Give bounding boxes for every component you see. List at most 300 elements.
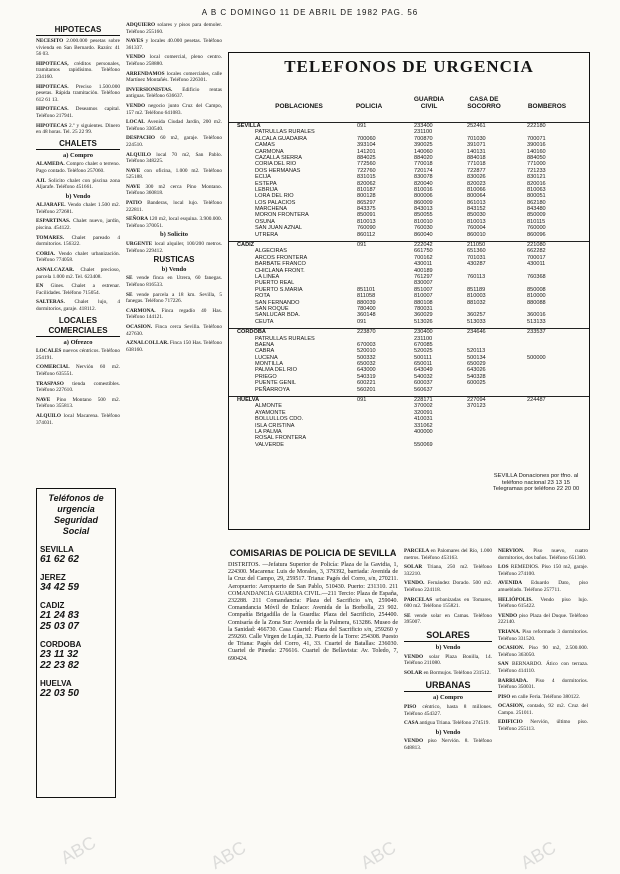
town-name: PALMA DEL RIO [255,367,297,374]
phone-cell: 500332 [357,354,376,361]
classified-ad: AZNALCOLLAR. Finca 150 Has. Teléfono 638160. [126,340,222,353]
city-name: SEVILLA [40,545,74,554]
emergency-phones-title: Teléfonos de urgencia Seguridad Social [48,493,104,536]
phone-cell: 211050 [467,242,486,249]
column-header-poblaciones: POBLACIONES [275,103,323,110]
column-header-guardia-civil: GUARDIA CIVIL [413,96,445,110]
section-title-locales: LOCALES COMERCIALES [36,316,120,337]
ads-group [36,161,120,190]
phone-cell: 091 [357,242,367,249]
town-name: PUERTO S.MARIA [255,286,303,293]
phone-cell: 884020 [414,154,433,161]
abc-watermark: ABC [207,837,250,873]
phone-cell: 140160 [527,148,546,155]
phone-cell: 670085 [414,341,433,348]
town-name: CADIZ [237,242,255,249]
phone-cell: 880088 [527,299,546,306]
phone-cell: 643026 [467,367,486,374]
table-row [229,232,589,238]
phone-cell: 820040 [414,180,433,187]
phone-cell: 370002 [414,403,433,410]
classified-ad: LOCAL Avenida Ciudad Jardín, 200 m2. Teléfono 330540. [126,119,222,132]
subsection-title: a) Ofrezco [63,338,93,346]
classified-ad: OCASION. Finca cerca Sevilla. Teléfono 427630. [126,323,222,337]
town-name: PEÑARROYA [255,386,290,393]
phone-cell: 252461 [467,123,486,129]
phone-cell: 800006 [414,193,433,200]
town-name: LA LINEA [255,273,280,280]
phone-cell: 221080 [527,242,546,249]
phone-cell: 410031 [414,416,433,423]
phone-cell: 843013 [414,206,433,213]
ads-group [36,202,120,312]
phone-cell: 430011 [527,261,546,268]
phone-cell: 843480 [527,206,546,213]
table-row [229,241,589,248]
phone-cell: 228171 [414,397,433,404]
phone-cell: 851101 [357,286,376,293]
classified-ad: SOLAR Triana, 250 m2. Teléfono 332210. [404,564,492,577]
classified-ad: SE vende solar en Camas. Teléfono 395007. [404,612,492,626]
phone-cell: 843375 [357,206,376,213]
table-body [229,119,589,448]
table-row [229,396,589,403]
column-header-policia: POLICIA [355,103,383,110]
emergency-phones-list [40,545,112,699]
classified-ad: SALTERAS. Chalet lujo, 4 dormitorios, garaje. 418112. [36,299,120,312]
city-name: CORDOBA [40,640,82,649]
town-name: PATRULLAS RURALES [255,129,315,136]
classified-ad: NECESITO 2.000.000 pesetas sobre vivienda en San Bernardo. Razón: 41 56 03. [36,38,120,58]
phone-cell: 560637 [414,386,433,393]
classified-ad: NAVE 300 m2 cerca Pino Montano. Teléfono 360818. [126,183,222,197]
ads-group [36,348,120,426]
classifieds-column-1 [36,22,120,482]
phone-cell: 851189 [467,286,486,293]
emergency-phones-box [36,488,116,798]
classified-ad: URGENTE local alquiler, 100/200 metros. Teléfono 229412. [126,241,222,254]
classified-ad: PATIO Banderas, local lujo. Teléfono 222811. [126,200,222,213]
classified-ad: PARCELAS urbanizadas en Tomares, 600 m2. Teléfono 155821. [404,596,492,610]
phone-cell: 670003 [357,341,376,348]
phone-cell: 820016 [527,180,546,187]
town-name: ALCALA GUADAIRA [255,135,307,142]
page-header: A B C DOMINGO 11 DE ABRIL DE 1982 PAG. 56 [201,8,419,17]
phone-cell: 881032 [467,299,486,306]
classified-ad: NAVES y locales 40.000 pesetas. Teléfono 361337. [126,38,222,51]
phone-cell: 722760 [357,167,376,174]
classified-ad: OCASION. Piso 90 m2, 2.500.000. Teléfono 363050. [498,645,588,658]
subsection-title: a) Compro [432,694,464,702]
phone-cell: 550069 [414,441,433,448]
town-name: HUELVA [237,397,260,404]
classified-ad: LOS REMEDIOS. Piso 150 m2, garaje. Teléfono 274100. [498,564,588,577]
phone-cell: 700017 [527,254,546,261]
classified-ad: ADQUIERO solares y pisos para demoler. Teléfono 255160. [126,22,222,35]
town-name: LUCENA [255,354,278,361]
town-name: AYAMONTE [255,409,286,416]
town-name: UTRERA [255,231,278,238]
phone-cell: 800064 [467,193,486,200]
subsection-title: b) Vendo [65,192,91,200]
abc-watermark: ABC [357,837,400,873]
phone-cell: 830078 [414,174,433,181]
town-name: LORA DEL RIO [255,193,294,200]
town-name: PUENTE GENIL [255,380,297,387]
town-name: OSUNA [255,218,275,225]
classified-ad: EN Gines. Chalet a estrenar. Facilidades. Teléfono 715054. [36,283,120,296]
town-name: CAMAS [255,142,275,149]
town-name: ISLA CRISTINA [255,422,295,429]
town-name: BOLLULLOS CDO. [255,416,304,423]
phone-cell: 800051 [527,193,546,200]
phone-cell: 761297 [414,273,433,280]
phone-cell: 391071 [467,142,486,149]
phone-cell: 227094 [467,397,486,404]
classified-ad: HIPOTECAS 2.º y siguientes. Dinero en 48 horas. Tel. 25 22 99. [36,122,120,136]
phone-cell: 513133 [527,318,546,325]
town-name: VALVERDE [255,441,285,448]
phone-cell: 722877 [467,167,486,174]
phone-cell: 540328 [467,373,486,380]
phone-cell: 700071 [527,135,546,142]
phone-cell: 831015 [357,174,376,181]
phone-cell: 860040 [414,231,433,238]
section-title-solares: SOLARES [404,630,492,642]
phone-cell: 320091 [414,409,433,416]
phone-cell: 771000 [527,161,546,168]
phone-cell: 810010 [414,218,433,225]
city-phone-number: 22 23 82 [40,660,79,671]
classified-ad: SE vende finca en Utrera, 60 fanegas. Teléfono 816533. [126,275,222,288]
phone-cell: 771018 [467,161,486,168]
town-name: ARCOS FRONTERA [255,254,308,261]
classified-ad: BARRIADA. Piso 4 dormitorios. Teléfono 350031. [498,677,588,691]
town-name: SAN ROQUE [255,305,289,312]
city-name: HUELVA [40,679,72,688]
town-name: PRIEGO [255,373,277,380]
phone-cell: 760113 [467,273,486,280]
sevilla-note: SEVILLA Donaciones por tfno. al teléfono nacional 23 13 15 Telegramas por teléfono 22 20 00 [492,473,580,493]
comisarias-text: DISTRITOS. —Jefatura Superior de Policía: Plaza de la Gavidia, 1, 224300. Macarena: Luis de Morales, 3, 379392, barriada: Avenida de la Cruz del Campo, 29, 259517. Triana: Pagés del Corro, s/n, 270211. Aeropuerto: Aeropuerto de San Pablo, 510430. Puerto: 231310. 211 COMANDANCIA GUARDIA CIVIL.—211 Tercio: Plaza de España, 232288. 211 Comandancia: Plaza del Sacrificio s/n, 259040. Comandancia Móvil de Enlace: Avenida de la Borbolla, 23 902. Compañía Brigadilla de la Guardia: Plaza del Sacrificio, 254400. Comisaría de la Zona Sur: Avenida de la Palmera, 613286. Museo de la Sanidad: 466730. Casa Cuartel: Plaza del Sacrificio s/n, 259260 y 259260. Calle Virgen de Luján, 32. Puerto de la Torre: 254308. Puesto de Triana: Pagés del Corro, 41, 33. Cuartel de Batallas: 236030. Cuartel de Pineda: 276616. Cuartel de Bellavista: Av. Toledo, 7, 690424. [228,562,398,662]
town-name: SAN JUAN AZNAL [255,225,302,232]
phone-cell: 810016 [414,186,433,193]
section-title-rusticas: RUSTICAS [153,255,195,265]
classified-ad: PISO céntrico, hasta 8 millones. Teléfono 454327. [404,703,492,717]
classifieds-column-2 [126,22,222,432]
city-phone-number: 34 42 59 [40,582,79,593]
town-name: ALGECIRAS [255,248,288,255]
column-header-casa-socorro: CASA DE SOCORRO [467,96,501,110]
phone-cell: 331062 [414,422,433,429]
classified-ad: VENDO local comercial, pleno centro. Teléfono 258880. [126,54,222,67]
phone-cell: 231100 [414,129,433,136]
phone-cell: 662282 [527,248,546,255]
phone-cell: 140060 [414,148,433,155]
classified-ad: ALAMEDA. Compro chalet o terreno. Pago contado. Teléfono 257060. [36,161,120,174]
section-title-chalets: CHALETS [36,139,120,150]
town-name: CABRA [255,348,275,355]
classified-ad: ALJARAFE. Vendo chalet 1.500 m2. Teléfono 272681. [36,202,120,215]
phone-cell: 513026 [414,318,433,325]
abc-watermark: ABC [57,832,100,868]
classified-ad: HIPOTECAS, créditos personales, tramitamos rapidísimo. Teléfono 234160. [36,60,120,80]
town-name: ROTA [255,293,271,300]
phone-cell: 862180 [527,199,546,206]
ads-group [404,654,492,677]
phone-cell: 650011 [414,361,433,368]
phone-cell: 700870 [414,135,433,142]
classified-ad: COMERCIAL Nervión 60 m2. Teléfono 635551. [36,364,120,377]
phone-cell: 400189 [414,267,433,274]
phone-cell: 850055 [414,212,433,219]
phone-cell: 360029 [414,312,433,319]
classified-ad: AVENIDA Eduardo Dato, piso amueblado. Teléfono 257711. [498,580,588,593]
phone-cell: 701031 [467,254,486,261]
phone-cell: 830007 [414,280,433,287]
phone-cell: 234646 [467,329,486,336]
phone-cell: 360148 [357,312,376,319]
town-name: PATRULLAS RURALES [255,335,315,342]
town-name: CAZALLA SIERRA [255,154,302,161]
town-name: PUERTO REAL [255,280,295,287]
phone-cell: 760368 [527,273,546,280]
phone-cell: 884050 [527,154,546,161]
phone-cell: 430011 [414,261,433,268]
phone-cell: 850030 [467,212,486,219]
phone-cell: 222180 [527,123,546,129]
classifieds-column-4 [498,548,588,868]
ads-group [404,548,492,626]
phone-cell: 520113 [467,348,486,355]
phone-cell: 520025 [414,348,433,355]
town-name: LEBRIJA [255,186,278,193]
subsection-title: b) Vendo [161,265,187,273]
classified-ad: TOMARES. Chalet pareado 4 dormitorios. 156322. [36,234,120,248]
phone-cell: 830121 [527,174,546,181]
classified-ad: HIPOTECAS. Preciso 1.500.000 pesetas. Rápida tramitación. Teléfono 612 61 13. [36,83,120,103]
table-title: TELEFONOS DE URGENCIA [284,57,534,76]
phone-cell: 811058 [357,293,376,300]
phone-cell: 091 [357,318,367,325]
phone-cell: 360016 [527,312,546,319]
city-name: CADIZ [40,601,65,610]
phone-cell: 810007 [414,293,433,300]
ads-group [126,241,222,254]
classified-ad: TRIANA. Piso reformado 3 dormitorios. Teléfono 331520. [498,628,588,642]
town-name: ALMONTE [255,403,283,410]
phone-cell: 760030 [414,225,433,232]
classified-ad: HIPOTECAS. Deseamos capital. Teléfono 217941. [36,106,120,119]
phone-cell: 540319 [357,373,376,380]
ads-group [404,738,492,751]
classified-ad: TRASPASO tienda comestibles. Teléfono 227610. [36,380,120,394]
phone-cell: 810003 [467,293,486,300]
subsection-title: b) Vendo [435,728,461,736]
phone-cell: 861013 [467,199,486,206]
town-name: ROSAL FRONTERA [255,435,307,442]
phone-cell: 780400 [357,305,376,312]
classified-ad: ASNALCAZAR. Chalet precioso, parcela 1.000 m2. Tel. 623408. [36,267,120,280]
phone-cell: 810013 [467,218,486,225]
phone-cell: 400000 [414,428,433,435]
town-name: MARCHENA [255,206,288,213]
ads-group [36,38,120,136]
classified-ad: ARRENDAMOS locales comerciales, calle Martínez Montañés. Teléfono 226301. [126,70,222,84]
phone-cell: 643000 [357,367,376,374]
classified-ad: VENDO negocio junto Cruz del Campo, 157 m2. Teléfono 641083. [126,102,222,116]
phone-cell: 091 [357,123,367,129]
phone-cell: 650029 [467,361,486,368]
town-name: SEVILLA [237,123,261,129]
classified-ad: VENDO. Fernández Dorado. 500 m2. Teléfono 224118. [404,580,492,593]
phone-cell: 830026 [467,174,486,181]
table-row [229,387,589,393]
town-name: BARBATE FRANCO [255,261,306,268]
classified-ad: VENDO solar Plaza Bonilla, 14. Teléfono 211080. [404,653,492,667]
town-name: MONTILLA [255,361,283,368]
phone-cell: 760000 [527,225,546,232]
phone-cell: 860009 [414,199,433,206]
phone-cell: 851007 [414,286,433,293]
town-name: MORON FRONTERA [255,212,309,219]
phone-cell: 140131 [467,148,486,155]
phone-cell: 865297 [357,199,376,206]
phone-cell: 393104 [357,142,376,149]
phone-cell: 600037 [414,380,433,387]
phone-cell: 540032 [414,373,433,380]
phone-cell: 430287 [467,261,486,268]
phone-cell: 370123 [467,403,486,410]
phone-cell: 520010 [357,348,376,355]
subsection-title: a) Compro [62,151,94,159]
town-name: CORDOBA [237,329,266,336]
ads-group [126,275,222,353]
section-title-hipotecas: HIPOTECAS [36,25,120,36]
subsection-title: b) Solicito [160,231,188,239]
classified-ad: SOLAR en Bormujos. Teléfono 231512. [404,669,491,676]
phone-cell: 390016 [527,142,546,149]
town-name: CEUTA [255,318,274,325]
classified-ad: ALQUILO local Macarena. Teléfono 374031. [36,412,120,426]
ads-group [404,704,492,727]
table-row [229,319,589,325]
phone-cell: 500000 [527,354,546,361]
ads-group [498,548,588,733]
classified-ad: DESPACHO 60 m2, garaje. Teléfono 224510. [126,135,222,148]
phone-cell: 810066 [467,186,486,193]
phone-cell: 843152 [467,206,486,213]
phone-cell: 500111 [414,354,432,361]
town-name: CARMONA [255,148,284,155]
phone-cell: 390025 [414,142,433,149]
phone-cell: 721233 [527,167,546,174]
classified-ad: LOCALES nuevos céntricos. Teléfono 254191. [36,348,120,361]
phone-cell: 651360 [467,248,486,255]
town-name: LA PALMA [255,428,282,435]
classified-ad: CARMONA. Finca regadío 40 Has. Teléfono 144121. [126,307,222,321]
phone-cell: 223870 [357,329,376,336]
subsection-title: b) Vendo [435,643,461,651]
phone-cell: 800128 [357,193,376,200]
classified-ad: PARCELA en Palomares del Río, 1.000 metros. Teléfono 453163. [404,548,492,561]
phone-cell: 810115 [527,218,546,225]
emergency-phones-table [228,52,590,530]
phone-cell: 770018 [414,161,433,168]
classified-ad: SEÑORA 120 m2, local esquina. 3.900.000. Teléfono 370051. [126,216,222,229]
phone-cell: 850008 [527,286,546,293]
classified-ad: OCASION, contado, 92 m2. Cruz del Campo. 251011. [498,703,588,716]
classified-ad: CORIA. Vendo chalet urbanización. Teléfono 774058. [36,250,120,264]
phone-cell: 141201 [357,148,376,155]
classified-ad: CASA antigua Triana. Teléfono 274519. [404,720,490,727]
phone-cell: 643049 [414,367,433,374]
city-phone-number: 21 24 83 [40,610,79,621]
phone-cell: 233537 [527,329,546,336]
phone-cell: 810013 [357,218,376,225]
phone-cell: 560201 [357,386,376,393]
ads-group [126,22,222,229]
classifieds-column-3 [404,548,492,868]
city-phone-number: 23 11 32 [40,649,79,660]
phone-cell: 884025 [357,154,376,161]
classified-ad: NAVE Pino Montano 500 m2. Teléfono 355813. [36,396,120,410]
phone-cell: 760090 [357,225,376,232]
phone-cell: 360257 [467,312,486,319]
classified-ad: HELIÓPOLIS. Vendo piso lujo. Teléfono 615422. [498,596,588,610]
phone-cell: 700060 [357,135,376,142]
phone-cell: 661750 [414,248,433,255]
table-row [229,442,589,448]
city-phone-number: 25 03 07 [40,621,79,632]
classified-ad: SE vende parcela a 18 km. Sevilla, 5 fanegas. Teléfono 717226. [126,291,222,305]
comisarias-title: COMISARIAS DE POLICIA DE SEVILLA [229,548,397,558]
classified-ad: AJI. Solicito chalet con piscina zona Aljarafe. Teléfono 451661. [36,177,120,191]
classified-ad: PISO en calle Feria. Teléfono 380122. [498,693,581,700]
classified-ad: NAVE con oficina, 1.000 m2. Teléfono 525188. [126,167,222,181]
phone-cell: 884018 [467,154,486,161]
phone-cell: 720174 [414,167,433,174]
city-phone-number: 61 62 62 [40,554,79,565]
phone-cell: 880039 [357,299,376,306]
city-phone-number: 22 03 50 [40,688,79,699]
phone-cell: 860010 [467,231,486,238]
phone-cell: 233400 [414,123,433,129]
phone-cell: 230400 [414,329,433,336]
table-row [229,122,589,129]
town-name: ECIJA [255,174,271,181]
phone-cell: 780031 [414,305,433,312]
table-row [229,328,589,335]
phone-cell: 224487 [527,397,546,404]
phone-cell: 650032 [357,361,376,368]
phone-cell: 700162 [414,254,433,261]
phone-cell: 820023 [467,180,486,187]
phone-cell: 500134 [467,354,486,361]
comisarias-article [228,548,398,868]
phone-cell: 600221 [357,380,376,387]
phone-cell: 600025 [467,380,486,387]
phone-cell: 810187 [357,186,376,193]
phone-cell: 860112 [357,231,376,238]
phone-cell: 850009 [527,212,546,219]
classified-ad: NERVIÓN. Piso nuevo, cuatro dormitorios, dos baños. Teléfono 651360. [498,548,588,561]
phone-cell: 820062 [357,180,376,187]
phone-cell: 760004 [467,225,486,232]
phone-cell: 810000 [527,293,546,300]
phone-cell: 231100 [414,335,433,342]
column-header-bomberos: BOMBEROS [527,103,567,110]
